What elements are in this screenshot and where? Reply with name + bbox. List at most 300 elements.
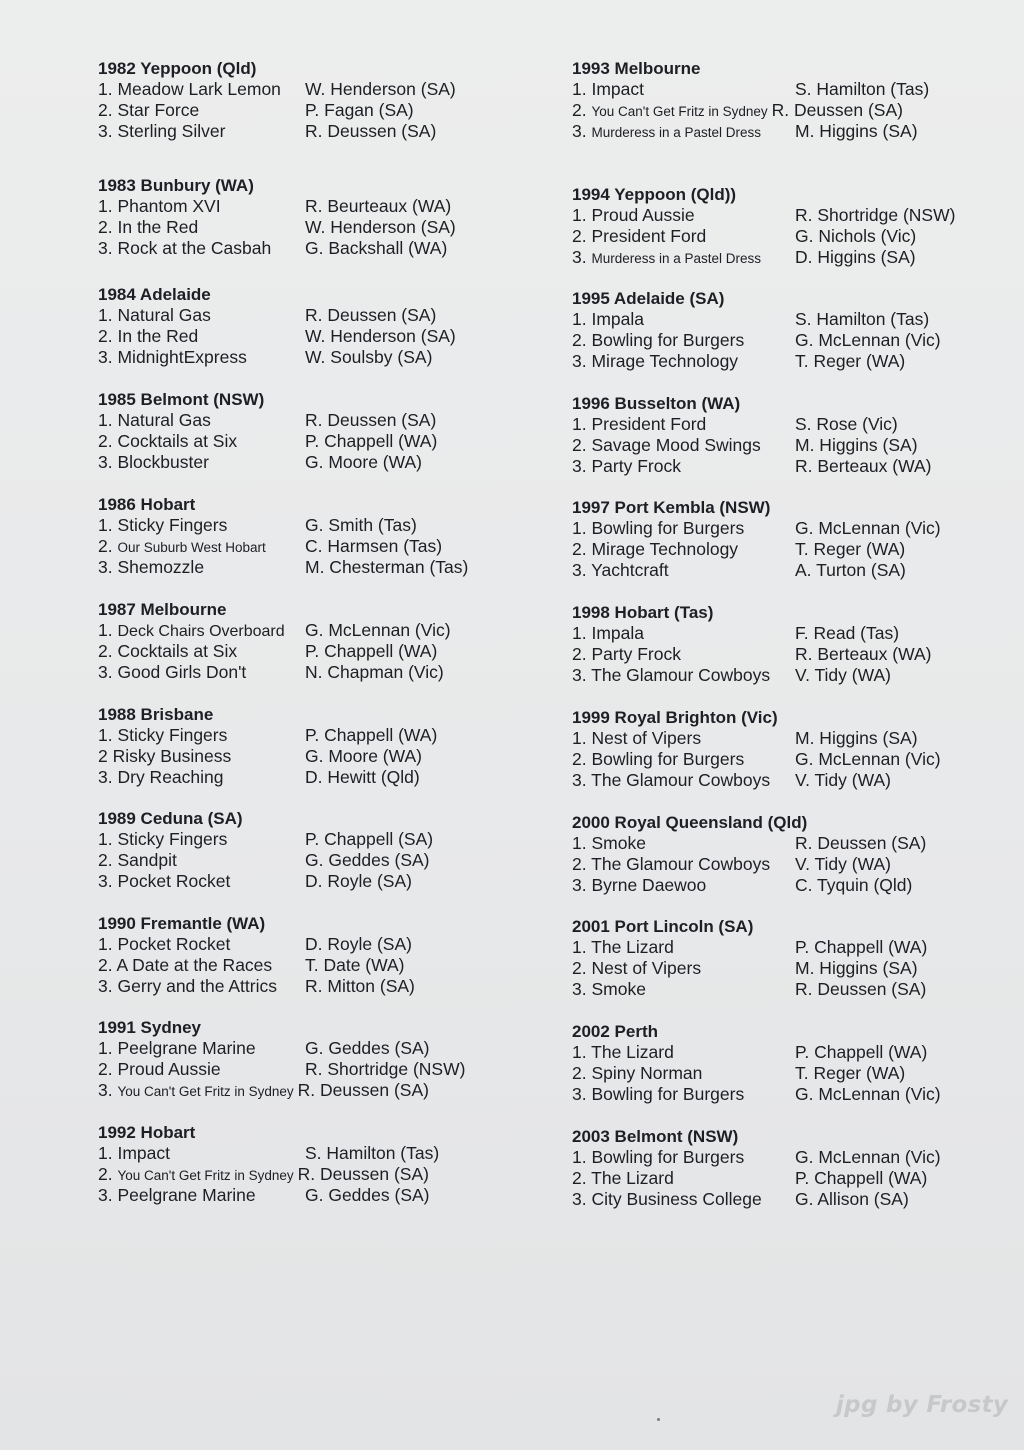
place-number: 2. (98, 536, 113, 556)
boat-name: Proud Aussie (591, 205, 695, 225)
skipper-name: R. Deussen (SA) (305, 305, 437, 325)
boat-name: Phantom XVI (117, 196, 221, 216)
place-number: 2. (572, 644, 587, 664)
event-title: 2003 Belmont (NSW) (572, 1127, 739, 1146)
boat-name: Bowling for Burgers (591, 330, 745, 350)
boat-name: Sticky Fingers (117, 515, 228, 535)
skipper-name: G. Moore (WA) (305, 452, 422, 472)
skipper-name: P. Fagan (SA) (305, 100, 414, 120)
result-row (572, 205, 1012, 226)
result-row (572, 539, 1012, 560)
skipper-name: R. Deussen (SA) (297, 1080, 429, 1100)
skipper-name: P. Chappell (WA) (305, 431, 438, 451)
result-row (98, 557, 538, 578)
boat-name: Peelgrane Marine (117, 1185, 256, 1205)
result-row (98, 934, 538, 955)
place-number: 3. (572, 875, 587, 895)
result-row (572, 100, 1012, 121)
skipper-name: S. Hamilton (Tas) (795, 79, 930, 99)
boat-name: Good Girls Don't (117, 662, 247, 682)
place-number: 3. (572, 1084, 587, 1104)
skipper-name: G. McLennan (Vic) (305, 620, 451, 640)
boat-name: Bowling for Burgers (591, 1147, 745, 1167)
event-title: 1994 Yeppoon (Qld)) (572, 185, 737, 204)
event-1991 (98, 1017, 538, 1122)
place-number: 1. (98, 620, 113, 640)
place-number: 2. (572, 1168, 587, 1188)
place-number: 2. (572, 226, 587, 246)
result-row (98, 1080, 538, 1101)
result-row (572, 770, 1012, 791)
boat-name: Impala (591, 309, 645, 329)
skipper-name: P. Chappell (WA) (795, 1168, 928, 1188)
skipper-name: V. Tidy (WA) (795, 665, 891, 685)
boat-name: City Business College (591, 1189, 762, 1209)
place-number: 3. (98, 767, 113, 787)
place-number: 3. (98, 871, 113, 891)
skipper-name: C. Tyquin (Qld) (795, 875, 913, 895)
boat-name: Nest of Vipers (591, 728, 702, 748)
result-row (572, 435, 1012, 456)
skipper-name: T. Reger (WA) (795, 1063, 906, 1083)
result-row (572, 875, 1012, 896)
boat-name: The Lizard (591, 937, 674, 957)
skipper-name: R. Deussen (SA) (305, 121, 437, 141)
boat-name: Sandpit (117, 850, 177, 870)
place-number: 1. (572, 309, 587, 329)
place-number: 1. (572, 79, 587, 99)
skipper-name: F. Read (Tas) (795, 623, 900, 643)
skipper-name: D. Royle (SA) (305, 934, 412, 954)
boat-name: Bowling for Burgers (591, 518, 745, 538)
result-row (572, 79, 1012, 100)
left-column (98, 58, 538, 1206)
boat-name: The Glamour Cowboys (591, 854, 771, 874)
place-number: 3. (572, 560, 587, 580)
skipper-name: G. Moore (WA) (305, 746, 422, 766)
place-number: 3. (572, 770, 587, 790)
event-title: 2001 Port Lincoln (SA) (572, 917, 754, 936)
result-row (98, 536, 538, 557)
place-number: 3. (98, 238, 113, 258)
place-number: 3. (572, 665, 587, 685)
boat-name: The Lizard (591, 1168, 674, 1188)
place-number: 3. (572, 456, 587, 476)
place-number: 2. (572, 854, 587, 874)
event-1996 (572, 393, 1012, 497)
skipper-name: N. Chapman (Vic) (305, 662, 444, 682)
result-row (572, 121, 1012, 142)
place-number: 1. (572, 518, 587, 538)
result-row (572, 937, 1012, 958)
boat-name: Bowling for Burgers (591, 749, 745, 769)
event-title: 2000 Royal Queensland (Qld) (572, 813, 808, 832)
boat-name: Sticky Fingers (117, 829, 228, 849)
event-2002 (572, 1021, 1012, 1126)
place-number: 2. (98, 326, 113, 346)
event-1984 (98, 284, 538, 389)
place-number: 1. (572, 833, 587, 853)
boat-name: Star Force (117, 100, 200, 120)
skipper-name: T. Reger (WA) (795, 351, 906, 371)
place-number: 1. (572, 937, 587, 957)
place-number: 3. (572, 979, 587, 999)
result-row (98, 662, 538, 683)
event-1983 (98, 175, 538, 284)
boat-name: Impact (591, 79, 645, 99)
skipper-name: G. McLennan (Vic) (795, 749, 941, 769)
event-1990 (98, 913, 538, 1017)
skipper-name: R. Mitton (SA) (305, 976, 415, 996)
event-1987 (98, 599, 538, 704)
skipper-name: P. Chappell (WA) (795, 1042, 928, 1062)
boat-name: The Glamour Cowboys (591, 665, 771, 685)
event-title: 1985 Belmont (NSW) (98, 390, 265, 409)
skipper-name: R. Shortridge (NSW) (795, 205, 956, 225)
skipper-name: T. Date (WA) (305, 955, 405, 975)
photo-watermark: jpg by Frosty (836, 1392, 1009, 1418)
boat-name: Gerry and the Attrics (117, 976, 277, 996)
place-number: 1. (572, 728, 587, 748)
boat-name: President Ford (591, 414, 707, 434)
skipper-name: T. Reger (WA) (795, 539, 906, 559)
result-row (98, 217, 538, 238)
skipper-name: W. Henderson (SA) (305, 326, 456, 346)
boat-name: Risky Business (112, 746, 232, 766)
place-number: 2. (98, 850, 113, 870)
result-row (98, 829, 538, 850)
result-row (572, 1189, 1012, 1210)
boat-name: The Lizard (591, 1042, 674, 1062)
boat-name: Pocket Rocket (117, 934, 231, 954)
place-number: 3. (98, 976, 113, 996)
result-row (572, 1084, 1012, 1105)
event-title: 1998 Hobart (Tas) (572, 603, 714, 622)
event-1988 (98, 704, 538, 808)
skipper-name: M. Higgins (SA) (795, 435, 918, 455)
boat-name: You Can't Get Fritz in Sydney (117, 1084, 294, 1099)
boat-name: In the Red (117, 217, 199, 237)
place-number: 1. (98, 934, 113, 954)
result-row (98, 305, 538, 326)
place-number: 2. (572, 435, 587, 455)
place-number: 1. (572, 205, 587, 225)
boat-name: Nest of Vipers (591, 958, 702, 978)
event-title: 1986 Hobart (98, 495, 196, 514)
result-row (98, 1038, 538, 1059)
result-row (98, 326, 538, 347)
boat-name: The Glamour Cowboys (591, 770, 771, 790)
skipper-name: G. Geddes (SA) (305, 850, 430, 870)
skipper-name: G. Backshall (WA) (305, 238, 448, 258)
skipper-name: M. Higgins (SA) (795, 728, 918, 748)
skipper-name: W. Henderson (SA) (305, 79, 456, 99)
skipper-name: C. Harmsen (Tas) (305, 536, 443, 556)
place-number: 2. (98, 431, 113, 451)
place-number: 3. (98, 662, 113, 682)
event-title: 1987 Melbourne (98, 600, 227, 619)
place-number: 2. (98, 955, 113, 975)
boat-name: Impact (117, 1143, 171, 1163)
event-title: 1997 Port Kembla (NSW) (572, 498, 771, 517)
event-title: 1984 Adelaide (98, 285, 211, 304)
place-number: 1. (572, 623, 587, 643)
event-title: 1992 Hobart (98, 1123, 196, 1142)
boat-name: Smoke (591, 833, 646, 853)
place-number: 1. (98, 410, 113, 430)
place-number: 2. (572, 749, 587, 769)
boat-name: Bowling for Burgers (591, 1084, 745, 1104)
event-title: 1996 Busselton (WA) (572, 394, 741, 413)
skipper-name: R. Shortridge (NSW) (305, 1059, 466, 1079)
result-row (98, 121, 538, 142)
skipper-name: R. Deussen (SA) (305, 410, 437, 430)
place-number: 1. (98, 79, 113, 99)
boat-name: Our Suburb West Hobart (117, 540, 266, 555)
place-number: 2. (98, 1059, 113, 1079)
boat-name: Meadow Lark Lemon (117, 79, 281, 99)
result-row (572, 456, 1012, 477)
boat-name: Peelgrane Marine (117, 1038, 256, 1058)
place-number: 1. (98, 829, 113, 849)
boat-name: In the Red (117, 326, 199, 346)
skipper-name: R. Berteaux (WA) (795, 644, 932, 664)
result-row (572, 247, 1012, 268)
result-row (572, 330, 1012, 351)
event-1999 (572, 707, 1012, 812)
boat-name: MidnightExpress (117, 347, 247, 367)
skipper-name: A. Turton (SA) (795, 560, 906, 580)
boat-name: Natural Gas (117, 410, 211, 430)
result-row (98, 767, 538, 788)
result-row (98, 347, 538, 368)
result-row (572, 414, 1012, 435)
boat-name: Sterling Silver (117, 121, 226, 141)
event-1995 (572, 288, 1012, 393)
dust-speck (657, 1418, 660, 1421)
boat-name: Byrne Daewoo (591, 875, 707, 895)
boat-name: Party Frock (591, 644, 681, 664)
event-title: 2002 Perth (572, 1022, 658, 1041)
skipper-name: R. Deussen (SA) (297, 1164, 429, 1184)
result-row (98, 1164, 538, 1185)
place-number: 1. (98, 515, 113, 535)
boat-name: Cocktails at Six (117, 641, 238, 661)
result-row (98, 871, 538, 892)
skipper-name: G. Allison (SA) (795, 1189, 909, 1209)
result-row (98, 515, 538, 536)
skipper-name: P. Chappell (SA) (305, 829, 434, 849)
skipper-name: W. Soulsby (SA) (305, 347, 433, 367)
place-number: 2. (572, 330, 587, 350)
result-row (572, 665, 1012, 686)
place-number: 2. (98, 1164, 113, 1184)
result-row (572, 560, 1012, 581)
place-number: 3. (98, 1185, 113, 1205)
result-row (98, 850, 538, 871)
place-number: 3. (572, 1189, 587, 1209)
skipper-name: S. Hamilton (Tas) (795, 309, 930, 329)
skipper-name: R. Deussen (SA) (771, 100, 903, 120)
result-row (572, 1042, 1012, 1063)
event-1992 (98, 1122, 538, 1206)
event-2000 (572, 812, 1012, 916)
skipper-name: D. Hewitt (Qld) (305, 767, 420, 787)
boat-name: Yachtcraft (591, 560, 669, 580)
skipper-name: R. Beurteaux (WA) (305, 196, 452, 216)
place-number: 2. (98, 217, 113, 237)
result-row (98, 641, 538, 662)
result-row (98, 1185, 538, 1206)
place-number: 2. (98, 100, 113, 120)
result-row (98, 976, 538, 997)
result-row (98, 955, 538, 976)
boat-name: Spiny Norman (591, 1063, 703, 1083)
place-number: 1. (98, 1143, 113, 1163)
skipper-name: S. Hamilton (Tas) (305, 1143, 440, 1163)
skipper-name: S. Rose (Vic) (795, 414, 898, 434)
skipper-name: R. Deussen (SA) (795, 979, 927, 999)
result-row (98, 1059, 538, 1080)
boat-name: You Can't Get Fritz in Sydney (117, 1168, 294, 1183)
skipper-name: V. Tidy (WA) (795, 770, 891, 790)
place-number: 1. (98, 305, 113, 325)
boat-name: Dry Reaching (117, 767, 224, 787)
result-row (98, 452, 538, 473)
skipper-name: D. Higgins (SA) (795, 247, 916, 267)
boat-name: Natural Gas (117, 305, 211, 325)
event-1985 (98, 389, 538, 494)
result-row (98, 431, 538, 452)
result-row (572, 833, 1012, 854)
result-row (572, 518, 1012, 539)
result-row (572, 644, 1012, 665)
result-row (572, 958, 1012, 979)
skipper-name: P. Chappell (WA) (795, 937, 928, 957)
event-1989 (98, 808, 538, 913)
boat-name: Sticky Fingers (117, 725, 228, 745)
event-title: 1995 Adelaide (SA) (572, 289, 725, 308)
place-number: 2. (572, 1063, 587, 1083)
place-number: 1. (98, 1038, 113, 1058)
skipper-name: R. Berteaux (WA) (795, 456, 932, 476)
result-row (572, 623, 1012, 644)
event-title: 1993 Melbourne (572, 59, 701, 78)
boat-name: Murderess in a Pastel Dress (591, 125, 762, 140)
result-row (572, 226, 1012, 247)
skipper-name: G. McLennan (Vic) (795, 330, 941, 350)
skipper-name: D. Royle (SA) (305, 871, 412, 891)
skipper-name: W. Henderson (SA) (305, 217, 456, 237)
result-row (572, 728, 1012, 749)
boat-name: Deck Chairs Overboard (117, 623, 285, 640)
place-number: 2. (572, 100, 587, 120)
skipper-name: G. McLennan (Vic) (795, 1084, 941, 1104)
skipper-name: M. Higgins (SA) (795, 958, 918, 978)
place-number: 1. (572, 414, 587, 434)
place-number: 1. (98, 196, 113, 216)
boat-name: Savage Mood Swings (591, 435, 761, 455)
right-column (572, 58, 1012, 1210)
skipper-name: G. Geddes (SA) (305, 1185, 430, 1205)
result-row (98, 238, 538, 259)
event-1998 (572, 602, 1012, 707)
event-2001 (572, 916, 1012, 1021)
skipper-name: R. Deussen (SA) (795, 833, 927, 853)
boat-name: Cocktails at Six (117, 431, 238, 451)
skipper-name: M. Higgins (SA) (795, 121, 918, 141)
event-1994 (572, 184, 1012, 288)
boat-name: Rock at the Casbah (117, 238, 272, 258)
boat-name: Pocket Rocket (117, 871, 231, 891)
place-number: 1. (572, 1042, 587, 1062)
result-row (98, 620, 538, 641)
event-1986 (98, 494, 538, 599)
place-number: 1. (572, 1147, 587, 1167)
result-row (572, 1168, 1012, 1189)
boat-name: Party Frock (591, 456, 681, 476)
result-row (98, 100, 538, 121)
skipper-name: V. Tidy (WA) (795, 854, 891, 874)
result-row (98, 1143, 538, 1164)
result-row (98, 746, 538, 767)
result-row (98, 410, 538, 431)
skipper-name: P. Chappell (WA) (305, 725, 438, 745)
boat-name: Impala (591, 623, 645, 643)
skipper-name: G. Smith (Tas) (305, 515, 417, 535)
place-number: 3. (98, 557, 113, 577)
result-row (572, 351, 1012, 372)
result-row (572, 309, 1012, 330)
boat-name: Murderess in a Pastel Dress (591, 251, 762, 266)
event-title: 1982 Yeppoon (Qld) (98, 59, 257, 78)
skipper-name: G. Nichols (Vic) (795, 226, 917, 246)
place-number: 1. (98, 725, 113, 745)
event-title: 1990 Fremantle (WA) (98, 914, 266, 933)
result-row (572, 1147, 1012, 1168)
boat-name: Smoke (591, 979, 646, 999)
place-number: 3. (572, 247, 587, 267)
place-number: 2. (572, 958, 587, 978)
boat-name: Mirage Technology (591, 351, 739, 371)
place-number: 3. (98, 121, 113, 141)
boat-name: A Date at the Races (116, 955, 273, 975)
skipper-name: G. Geddes (SA) (305, 1038, 430, 1058)
event-title: 1989 Ceduna (SA) (98, 809, 243, 828)
result-row (98, 79, 538, 100)
result-row (572, 854, 1012, 875)
boat-name: President Ford (591, 226, 707, 246)
place-number: 3. (98, 1080, 113, 1100)
event-title: 1983 Bunbury (WA) (98, 176, 254, 195)
boat-name: Proud Aussie (117, 1059, 221, 1079)
event-title: 1988 Brisbane (98, 705, 214, 724)
place-number: 3. (98, 347, 113, 367)
event-title: 1991 Sydney (98, 1018, 202, 1037)
place-number: 3. (572, 351, 587, 371)
result-row (572, 749, 1012, 770)
result-row (98, 725, 538, 746)
result-row (572, 1063, 1012, 1084)
skipper-name: P. Chappell (WA) (305, 641, 438, 661)
event-1993 (572, 58, 1012, 184)
boat-name: You Can't Get Fritz in Sydney (591, 104, 768, 119)
skipper-name: G. McLennan (Vic) (795, 518, 941, 538)
place-number: 3. (98, 452, 113, 472)
place-number: 2. (572, 539, 587, 559)
skipper-name: M. Chesterman (Tas) (305, 557, 469, 577)
event-1997 (572, 497, 1012, 602)
